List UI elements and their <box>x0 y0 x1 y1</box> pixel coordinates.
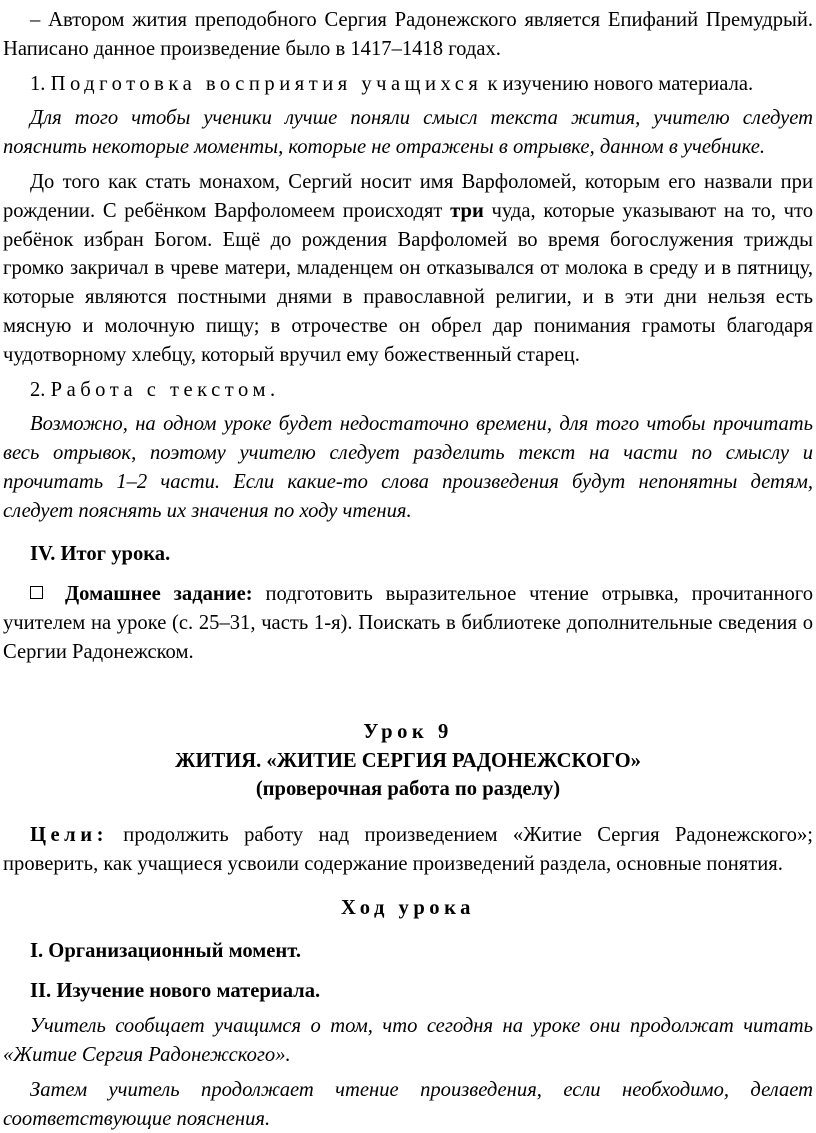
item-2-number: 2. <box>30 378 46 401</box>
homework-paragraph <box>3 580 813 666</box>
goals-paragraph <box>3 821 813 879</box>
preparation-note: Для того чтобы ученики лучше поняли смысл текста жития, учителю следует пояснить некоторые моменты, которые не отражены в отрывке, данном в учебнике. <box>3 107 813 159</box>
lesson-number: Урок 9 <box>363 720 453 743</box>
item-2-heading: Работа с текстом. <box>50 378 280 401</box>
bartholomew-paragraph <box>3 168 813 370</box>
text-work-note: Возможно, на одном уроке будет недостаточно времени, для того чтобы прочитать весь отрывок, поэтому учителю следует разделить текст на части по смыслу и прочитать 1–2 части. Если какие-то слова произведения будут непонятны детям, следует пояснять их значения по ходу чтения. <box>3 413 813 522</box>
goals-text: продолжить работу над произведением «Житие Сергия Радонежского»; проверить, как учащиеся усвоили содержание произведений раздела, основные понятия. <box>3 824 813 875</box>
item-1-line <box>3 70 813 99</box>
teacher-announcement: Учитель сообщает учащимся о том, что сегодня на уроке они продолжат читать «Житие Сергия Радонежского». <box>3 1015 813 1066</box>
section-iv-heading: IV. Итог урока. <box>30 542 171 565</box>
homework-text: подготовить выразительное чтение отрывка, прочитанного учителем на уроке (с. 25–31, часть 1-я). Поискать в библиотеке дополнительные сведения о Сергии Радонежском. <box>3 583 813 663</box>
bartholomew-text-end: чуда, которые указывают на то, что ребёнок избран Богом. Ещё до рождения Варфоломей во время богослужения трижды громко закричал в чреве матери, младенцем он отказывался от молока в среду и в пятницу, которые являются постными днями в православной религии, и в эти дни нельзя есть мясную и молочную пищу; в отрочестве он обрел дар понимания грамоты благодаря чудотворному хлебцу, который вручил ему божественный старец. <box>3 199 814 366</box>
homework-label: Домашнее задание: <box>65 583 253 606</box>
item-2-line <box>3 376 813 405</box>
section-ii-heading: II. Изучение нового материала. <box>30 980 321 1003</box>
course-heading: Ход урока <box>341 896 475 919</box>
lesson-subtitle: (проверочная работа по разделу) <box>255 778 561 801</box>
bartholomew-text-start: До того как стать монахом, Сергий носит имя Варфоломей, которым его назвали при рождении. С ребёнком Варфоломеем происходят <box>3 170 813 222</box>
section-i-heading: I. Организационный момент. <box>30 939 301 962</box>
item-1-rest: к изучению нового материала. <box>482 72 754 95</box>
item-1-heading: Подготовка восприятия учащихся <box>50 72 483 95</box>
goals-label: Цели: <box>30 824 108 847</box>
item-1-number: 1. <box>30 72 46 95</box>
checkbox-square-icon <box>30 586 43 599</box>
bartholomew-bold-word: три <box>450 199 484 222</box>
intro-paragraph: – Автором жития преподобного Сергия Радонежского является Епифаний Премудрый. Написано данное произведение было в 1417–1418 годах. <box>3 9 813 60</box>
teacher-continues: Затем учитель продолжает чтение произведения, если необходимо, делает соответствующие пояснения. <box>3 1078 813 1130</box>
lesson-title: ЖИТИЯ. «ЖИТИЕ СЕРГИЯ РАДОНЕЖСКОГО» <box>175 749 641 772</box>
